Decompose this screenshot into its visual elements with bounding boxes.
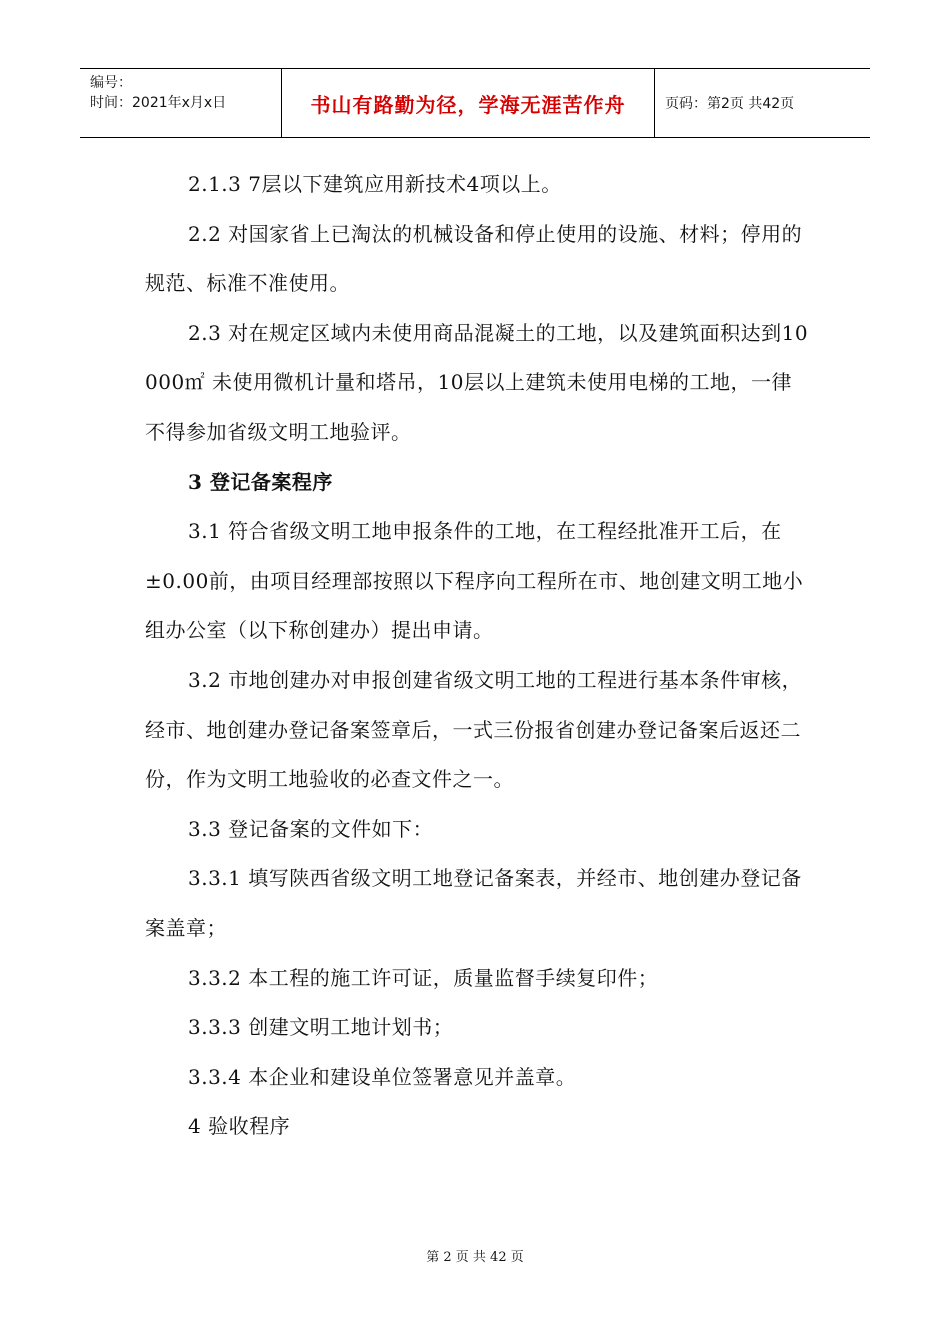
paragraph-2-3: 2.3 对在规定区域内未使用商品混凝土的工地，以及建筑面积达到10000㎡ 未使用微机计量和塔吊，10层以上建筑未使用电梯的工地，一律不得参加省级文明工地验评。 <box>145 320 809 444</box>
section-heading-4: 4 验收程序 <box>188 1114 291 1139</box>
header-motto: 书山有路勤为径，学海无涯苦作舟 <box>282 69 655 137</box>
page-header <box>80 68 870 138</box>
paragraph-3-1: 3.1 符合省级文明工地申报条件的工地，在工程经批准开工后，在±0.00前，由项目经理部按照以下程序向工程所在市、地创建文明工地小组办公室（以下称创建办）提出申请。 <box>145 519 804 643</box>
paragraph-3-3-1: 3.3.1 填写陕西省级文明工地登记备案表，并经市、地创建办登记备案盖章； <box>145 866 802 940</box>
section-heading-3: 3 登记备案程序 <box>188 469 333 494</box>
paragraph-3-2: 3.2 市地创建办对申报创建省级文明工地的工程进行基本条件审核，经市、地创建办登记备案签章后，一式三份报省创建办登记备案后返还二份，作为文明工地验收的必查文件之一。 <box>145 667 803 792</box>
document-time-label: 时间：2021年x月x日 <box>90 95 227 111</box>
document-body <box>145 160 810 1152</box>
paragraph-2-1-3: 2.1.3 7层以下建筑应用新技术4项以上。 <box>188 172 562 196</box>
header-page-info: 页码：第2页 共42页 <box>665 96 795 112</box>
paragraph-3-3: 3.3 登记备案的文件如下： <box>188 816 434 841</box>
paragraph-3-3-4: 3.3.4 本企业和建设单位签署意见并盖章。 <box>188 1064 577 1089</box>
paragraph-2-2: 2.2 对国家省上已淘汰的机械设备和停止使用的设施、材料；停用的规范、标准不准使用。 <box>145 221 803 296</box>
header-meta <box>80 69 282 137</box>
paragraph-3-3-3: 3.3.3 创建文明工地计划书； <box>188 1015 454 1040</box>
page-footer: 第 2 页 共 42 页 <box>426 1250 524 1265</box>
paragraph-3-3-2: 3.3.2 本工程的施工许可证，质量监督手续复印件； <box>188 965 659 990</box>
document-number-label: 编号： <box>90 75 132 91</box>
